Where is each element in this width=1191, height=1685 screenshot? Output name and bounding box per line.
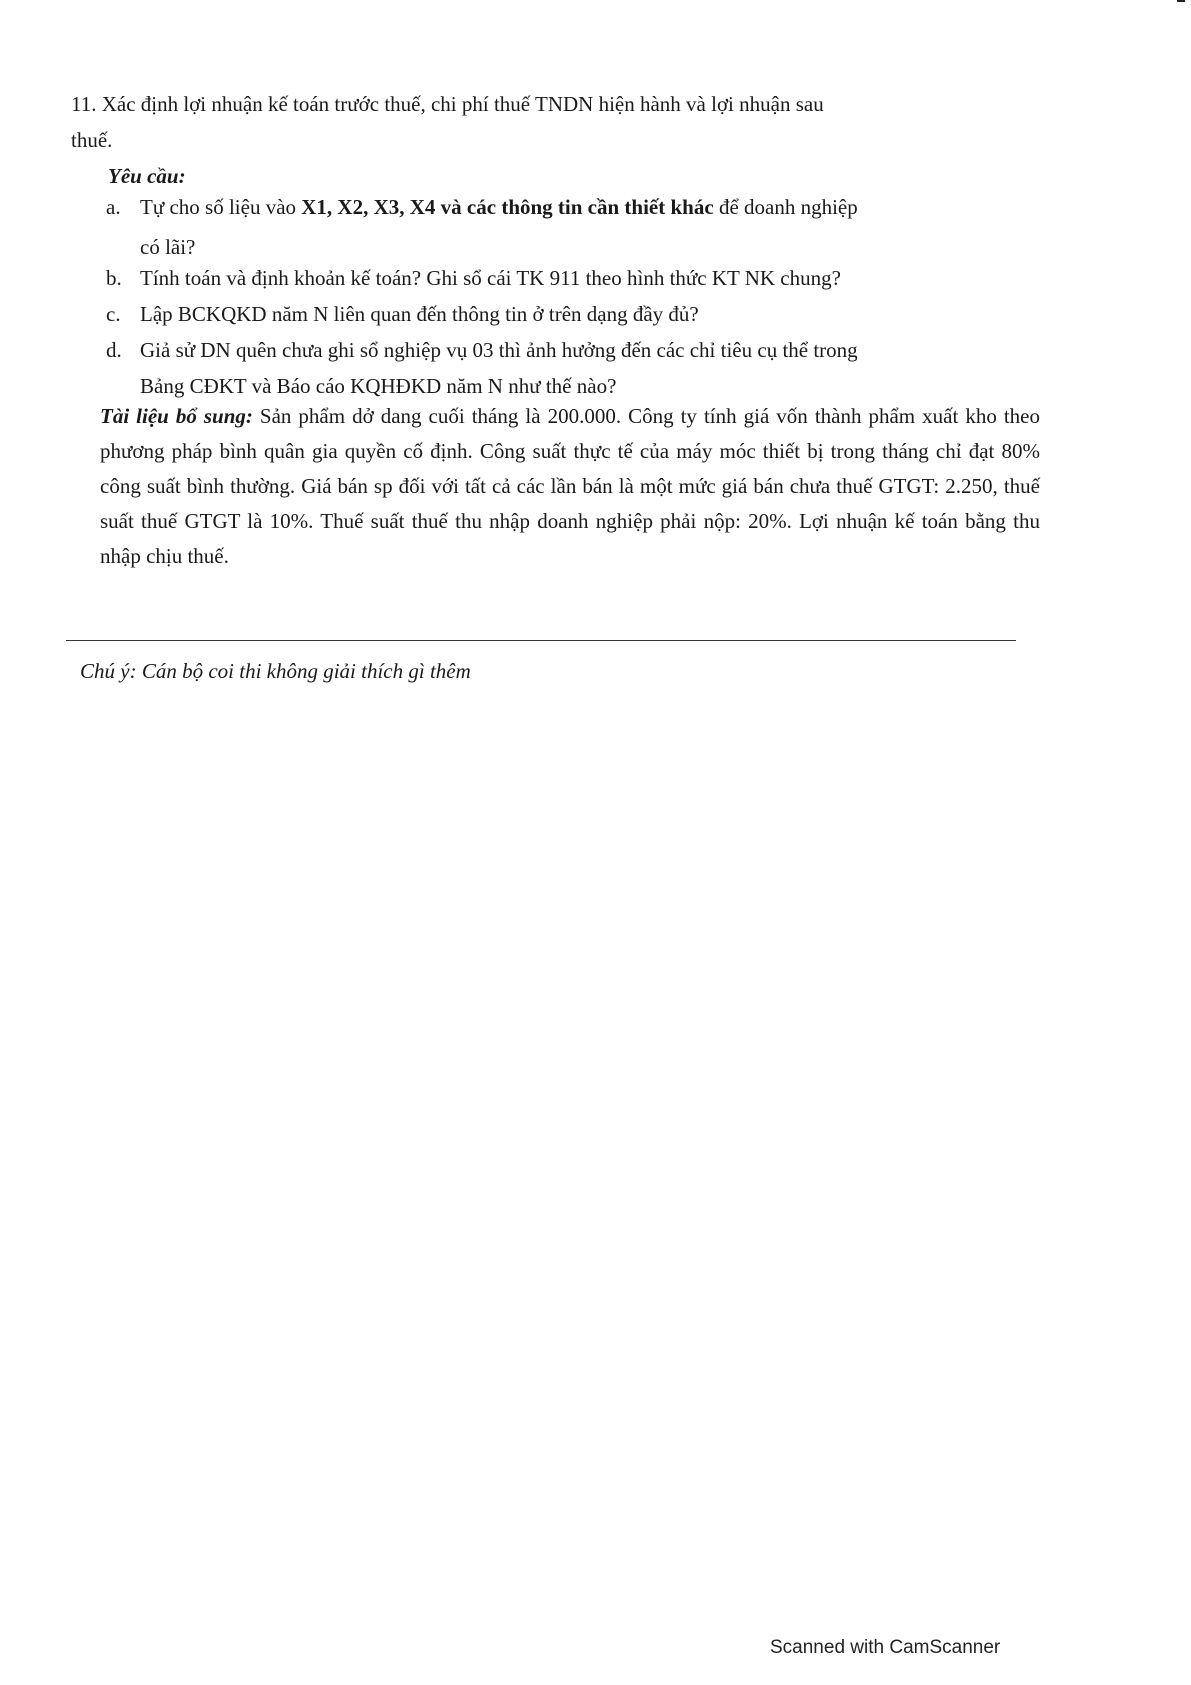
item-a-line-1 <box>140 193 858 221</box>
item-a-pre: Tự cho số liệu vào <box>140 195 302 219</box>
supplementary-label: Tài liệu bổ sung: <box>100 404 253 428</box>
item-d-line-1: Giả sử DN quên chưa ghi sổ nghiệp vụ 03 thì ảnh hưởng đến các chỉ tiêu cụ thể trong <box>140 338 858 362</box>
divider-line <box>66 640 1016 641</box>
item-a-bold: X1, X2, X3, X4 và các thông tin cần thiết khác <box>301 195 714 219</box>
item-c-text: Lập BCKQKD năm N liên quan đến thông tin ở trên dạng đầy đủ? <box>140 302 699 326</box>
item-a-post: để doanh nghiệp <box>713 195 858 219</box>
camscanner-watermark: Scanned with CamScanner <box>770 1637 1001 1658</box>
item-a-letter: a. <box>106 195 121 219</box>
scan-corner-mark <box>1177 0 1185 6</box>
supplementary-info <box>100 399 1040 574</box>
item-b-letter: b. <box>106 266 122 290</box>
item-d-line-2: Bảng CĐKT và Báo cáo KQHĐKD năm N như thế nào? <box>140 374 617 398</box>
item-b-text: Tính toán và định khoản kế toán? Ghi sổ cái TK 911 theo hình thức KT NK chung? <box>140 266 841 290</box>
question-heading-line-2: thuế. <box>71 128 113 152</box>
question-heading-line-1: 11. Xác định lợi nhuận kế toán trước thuế, chi phí thuế TNDN hiện hành và lợi nhuận sau <box>71 92 824 116</box>
item-c-letter: c. <box>106 302 121 326</box>
supplementary-text: Sản phẩm dở dang cuối tháng là 200.000. Công ty tính giá vốn thành phẩm xuất kho theo phương pháp bình quân gia quyền cố định. Công suất thực tế của máy móc thiết bị trong tháng chỉ đạt 80% công suất bình thường. Giá bán sp đối với tất cả các lần bán là một mức giá bán chưa thuế GTGT: 2.250, thuế suất thuế GTGT là 10%. Thuế suất thuế thu nhập doanh nghiệp phải nộp: 20%. Lợi nhuận kế toán bằng thu nhập chịu thuế. <box>100 404 1040 568</box>
requirements-label: Yêu cầu: <box>108 164 186 188</box>
proctor-note: Chú ý: Cán bộ coi thi không giải thích gì thêm <box>80 659 471 683</box>
item-a-line-2: có lãi? <box>140 235 196 259</box>
item-d-letter: d. <box>106 338 122 362</box>
